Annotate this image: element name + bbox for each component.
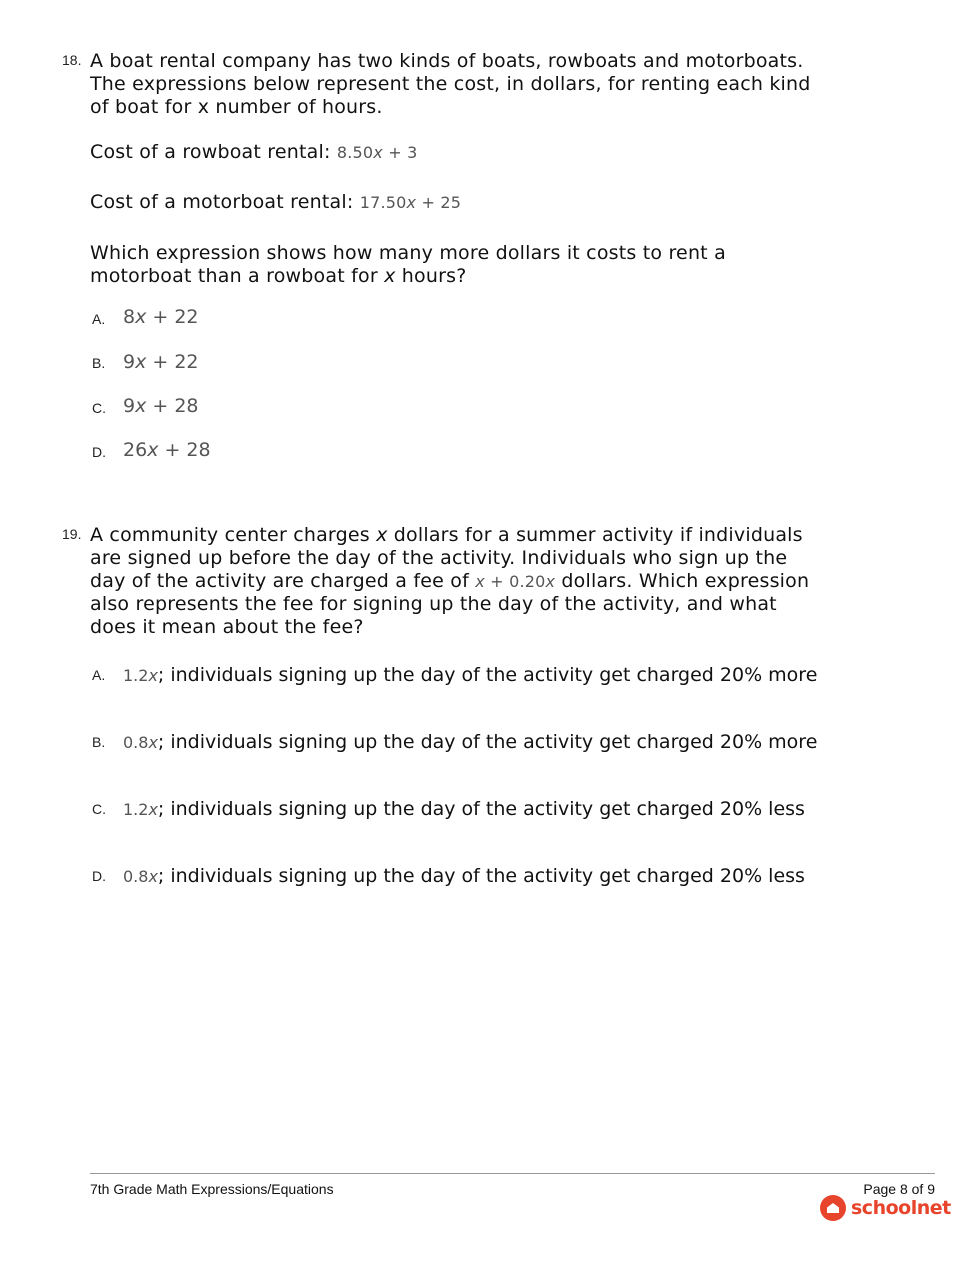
question-stem: A boat rental company has two kinds of boats, rowboats and motorboats. The expressions below represent the cost, in dollars, for renting each kind of boat for x number of hours. (90, 50, 811, 118)
option-expression: 9x + 22 (123, 351, 199, 373)
option-letter: C. (92, 801, 106, 817)
house-icon (820, 1195, 846, 1221)
option-letter: D. (92, 868, 106, 884)
option-text: 1.2x; individuals signing up the day of the activity get charged 20% less (123, 798, 805, 820)
motorboat-cost (90, 191, 830, 214)
motorboat-cost-expression: 17.50x + 25 (359, 193, 462, 212)
rowboat-cost-expression: 8.50x + 3 (336, 143, 418, 162)
option-text: 1.2x; individuals signing up the day of the activity get charged 20% more (123, 664, 818, 686)
footer-divider (90, 1173, 935, 1174)
option-letter: B. (92, 355, 106, 371)
fee-expression: x + 0.20x (475, 572, 556, 591)
option-expression: 9x + 28 (123, 395, 199, 417)
question-stem: A community center charges x dollars for a summer activity if individuals are signed up before the day of the activity. Individuals who sign up the day of the activity are charged a fee of x + 0.20x dollars. Which expression also represents the fee for signing up the day of the activity, and what does it mean about the fee? (90, 524, 810, 638)
option-expression: 8x + 22 (123, 306, 199, 328)
logo-wordmark: schoolnet (851, 1197, 951, 1219)
option-letter: C. (92, 400, 106, 416)
option-letter: D. (92, 444, 106, 460)
question-number: 18. (62, 52, 82, 68)
page-number: Page 8 of 9 (863, 1181, 935, 1197)
option-letter: A. (92, 311, 106, 327)
footer-title: 7th Grade Math Expressions/Equations (90, 1181, 334, 1197)
option-text: 0.8x; individuals signing up the day of the activity get charged 20% less (123, 865, 805, 887)
rowboat-cost-label: Cost of a rowboat rental: (90, 141, 331, 163)
rowboat-cost (90, 141, 830, 164)
option-expression: 26x + 28 (123, 439, 211, 461)
motorboat-cost-label: Cost of a motorboat rental: (90, 191, 354, 213)
option-letter: A. (92, 667, 106, 683)
question-number: 19. (62, 526, 82, 542)
question-prompt: Which expression shows how many more dollars it costs to rent a motorboat than a rowboat for x hours? (90, 242, 726, 287)
option-text: 0.8x; individuals signing up the day of the activity get charged 20% more (123, 731, 818, 753)
schoolnet-logo (820, 1195, 951, 1221)
option-letter: B. (92, 734, 106, 750)
